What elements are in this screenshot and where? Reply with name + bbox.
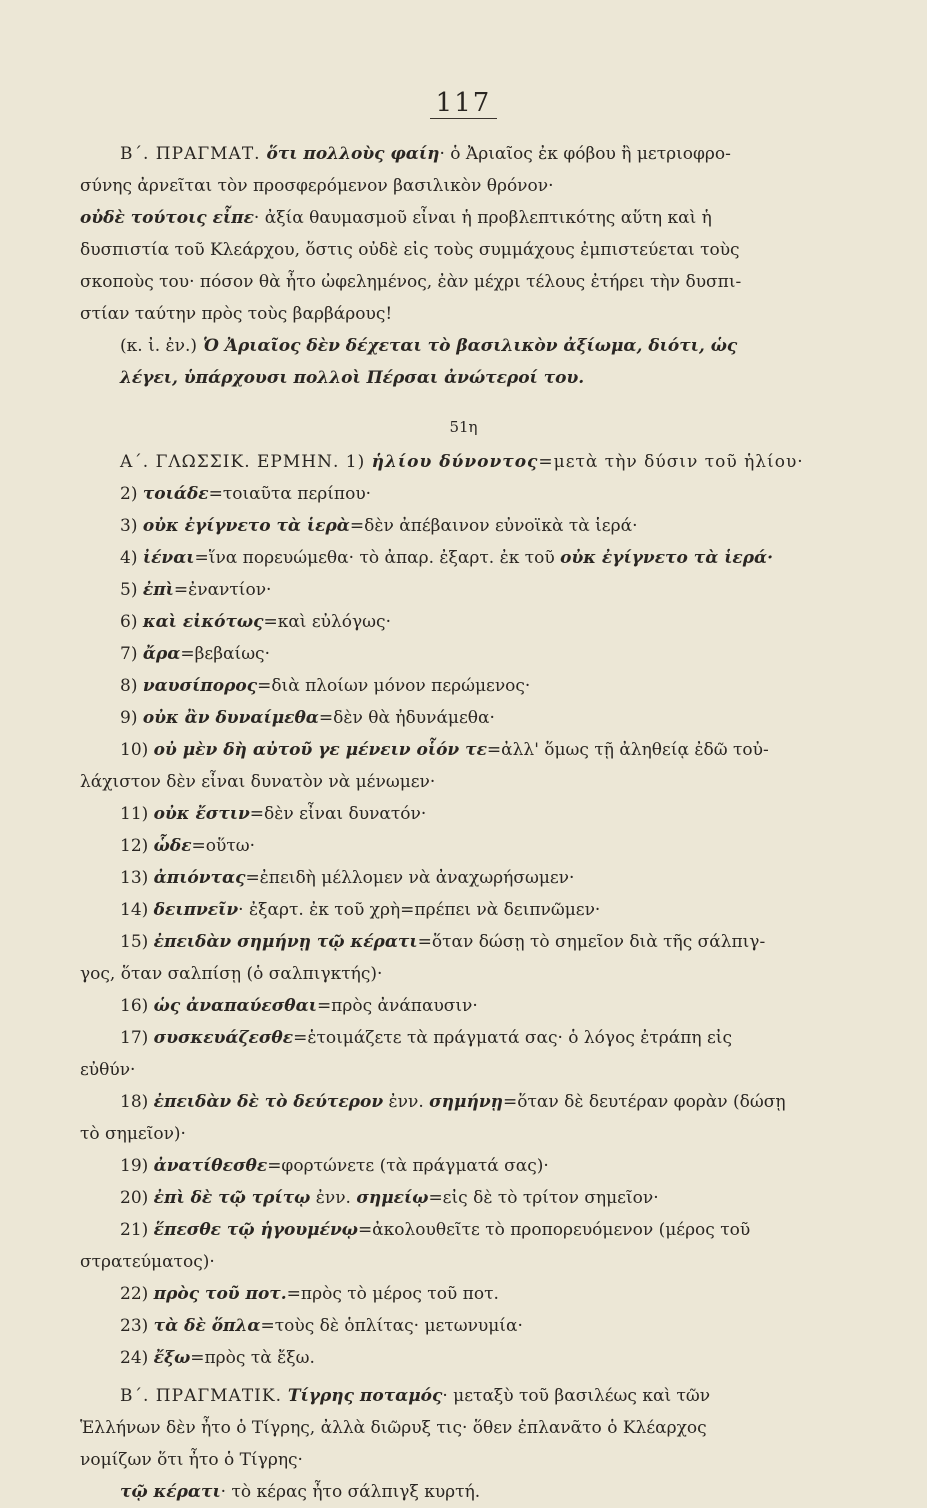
gloss-line: 17) συσκευάζεσθε=ἑτοιμάζετε τὰ πράγματά σας· ὁ λόγος ἐτράπη εἰς [120, 1028, 732, 1048]
gloss-item [80, 638, 847, 670]
section-b1-line: (κ. ἰ. ἐν.) Ὁ Ἀριαῖος δὲν δέχεται τὸ βασιλικὸν ἀξίωμα, διότι, ὡς [120, 336, 738, 356]
gloss-line: 11) οὐκ ἔστιν=δὲν εἶναι δυνατόν· [120, 804, 427, 824]
section-b2-line: νομίζων ὅτι ἦτο ὁ Τίγρης· [80, 1450, 303, 1470]
gloss-line: 14) δειπνεῖν· ἐξαρτ. ἐκ τοῦ χρὴ=πρέπει νὰ δειπνῶμεν· [120, 900, 601, 920]
gloss-line: 24) ἔξω=πρὸς τὰ ἔξω. [120, 1348, 315, 1368]
gloss-item [80, 1022, 847, 1086]
section-number: 51η [449, 418, 478, 436]
gloss-item [80, 1182, 847, 1214]
gloss-line: 13) ἀπιόντας=ἐπειδὴ μέλλομεν νὰ ἀναχωρήσωμεν· [120, 868, 575, 888]
gloss-line: 6) καὶ εἰκότως=καὶ εὐλόγως· [120, 612, 391, 632]
gloss-item [80, 1278, 847, 1310]
section-b1-line: δυσπιστία τοῦ Κλεάρχου, ὅστις οὐδὲ εἰς τοὺς συμμάχους ἐμπιστεύεται τοὺς [80, 240, 740, 260]
gloss-line: 20) ἐπὶ δὲ τῷ τρίτῳ ἐνν. σημείῳ=εἰς δὲ τὸ τρίτον σημεῖον· [120, 1188, 659, 1208]
gloss-line: 9) οὐκ ἂν δυναίμεθα=δὲν θὰ ἠδυνάμεθα· [120, 708, 495, 728]
page-number: 117 [80, 88, 847, 118]
gloss-line: 23) τὰ δὲ ὅπλα=τοὺς δὲ ὁπλίτας· μετωνυμία· [120, 1316, 523, 1336]
gloss-line: 21) ἕπεσθε τῷ ἡγουμένῳ=ἀκολουθεῖτε τὸ προπορευόμενον (μέρος τοῦ [120, 1220, 751, 1240]
gloss-item [80, 702, 847, 734]
gloss-item [80, 1150, 847, 1182]
gloss-item [80, 894, 847, 926]
gloss-line: 8) ναυσίπορος=διὰ πλοίων μόνον περώμενος· [120, 676, 531, 696]
gloss-line: 18) ἐπειδὰν δὲ τὸ δεύτερον ἐνν. σημήνῃ=ὅταν δὲ δευτέραν φορὰν (δώσῃ [120, 1092, 786, 1112]
gloss-item [80, 1342, 847, 1374]
gloss-line: λάχιστον δὲν εἶναι δυνατὸν νὰ μένωμεν· [80, 772, 436, 792]
gloss-item [80, 606, 847, 638]
section-b1-line: λέγει, ὑπάρχουσι πολλοὶ Πέρσαι ἀνώτεροί του. [120, 368, 585, 388]
gloss-item [80, 478, 847, 510]
gloss-item [80, 990, 847, 1022]
gloss-item [80, 1086, 847, 1150]
section-b1-line: οὐδὲ τούτοις εἶπε· ἀξία θαυμασμοῦ εἶναι ἡ προβλεπτικότης αὕτη καὶ ἡ [80, 208, 712, 228]
gloss-line: στρατεύματος)· [80, 1252, 215, 1272]
section-b1-line: σύνης ἀρνεῖται τὸν προσφερόμενον βασιλικὸν θρόνον· [80, 176, 554, 196]
gloss-item [80, 574, 847, 606]
section-a [80, 446, 847, 478]
gloss-item [80, 670, 847, 702]
gloss-line: 7) ἄρα=βεβαίως· [120, 644, 270, 664]
section-b2-line: τῷ κέρατι· τὸ κέρας ἦτο σάλπιγξ κυρτή. [120, 1482, 481, 1502]
gloss-line: 12) ὧδε=οὕτω· [120, 836, 256, 856]
section-b1-line: Β΄. ΠΡΑΓΜΑΤ. ὅτι πολλοὺς φαίη· ὁ Ἀριαῖος ἐκ φόβου ἢ μετριοφρο- [120, 144, 731, 164]
gloss-item [80, 510, 847, 542]
section-b2 [80, 1380, 847, 1508]
gloss-item [80, 542, 847, 574]
gloss-line: 3) οὐκ ἐγίγνετο τὰ ἱερὰ=δὲν ἀπέβαινον εὐνοϊκὰ τὰ ἱερά· [120, 516, 638, 536]
gloss-item [80, 734, 847, 798]
gloss-line: τὸ σημεῖον)· [80, 1124, 186, 1144]
section-b1-line: σκοποὺς του· πόσον θὰ ἦτο ὠφελημένος, ἐὰν μέχρι τέλους ἐτήρει τὴν δυσπι- [80, 272, 742, 292]
gloss-line: εὐθύν· [80, 1060, 136, 1080]
gloss-line: 19) ἀνατίθεσθε=φορτώνετε (τὰ πράγματά σας)· [120, 1156, 549, 1176]
gloss-line: 4) ἰέναι=ἵνα πορευώμεθα· τὸ ἀπαρ. ἐξαρτ. ἐκ τοῦ οὐκ ἐγίγνετο τὰ ἱερά· [120, 548, 774, 568]
gloss-item [80, 926, 847, 990]
gloss-item [80, 1214, 847, 1278]
gloss-item [80, 862, 847, 894]
section-b1 [80, 138, 847, 394]
gloss-line: 2) τοιάδε=τοιαῦτα περίπου· [120, 484, 372, 504]
gloss-line: 22) πρὸς τοῦ ποτ.=πρὸς τὸ μέρος τοῦ ποτ. [120, 1284, 499, 1304]
gloss-line: 5) ἐπὶ=ἐναντίον· [120, 580, 272, 600]
section-b1-line: στίαν ταύτην πρὸς τοὺς βαρβάρους! [80, 304, 393, 324]
gloss-line: γος, ὅταν σαλπίσῃ (ὁ σαλπιγκτής)· [80, 964, 383, 984]
section-b2-line: Β΄. ΠΡΑΓΜΑΤΙΚ. Τίγρης ποταμός· μεταξὺ τοῦ βασιλέως καὶ τῶν [120, 1386, 711, 1406]
gloss-item [80, 1310, 847, 1342]
gloss-line: 15) ἐπειδὰν σημήνῃ τῷ κέρατι=ὅταν δώσῃ τὸ σημεῖον διὰ τῆς σάλπιγ- [120, 932, 766, 952]
gloss-list [80, 478, 847, 1374]
section-a-heading: Α΄. ΓΛΩΣΣΙΚ. ΕΡΜΗΝ. 1) ἡλίου δύνοντος=μετὰ τὴν δύσιν τοῦ ἡλίου· [120, 452, 804, 472]
gloss-line: 16) ὡς ἀναπαύεσθαι=πρὸς ἀνάπαυσιν· [120, 996, 478, 1016]
gloss-item [80, 830, 847, 862]
gloss-item [80, 798, 847, 830]
section-b2-line: Ἑλλήνων δὲν ἦτο ὁ Τίγρης, ἀλλὰ διῶρυξ τις· ὅθεν ἐπλανᾶτο ὁ Κλέαρχος [80, 1418, 707, 1438]
gloss-line: 10) οὐ μὲν δὴ αὐτοῦ γε μένειν οἷόν τε=ἀλλ' ὅμως τῇ ἀληθείᾳ ἐδῶ τοὐ- [120, 740, 769, 760]
